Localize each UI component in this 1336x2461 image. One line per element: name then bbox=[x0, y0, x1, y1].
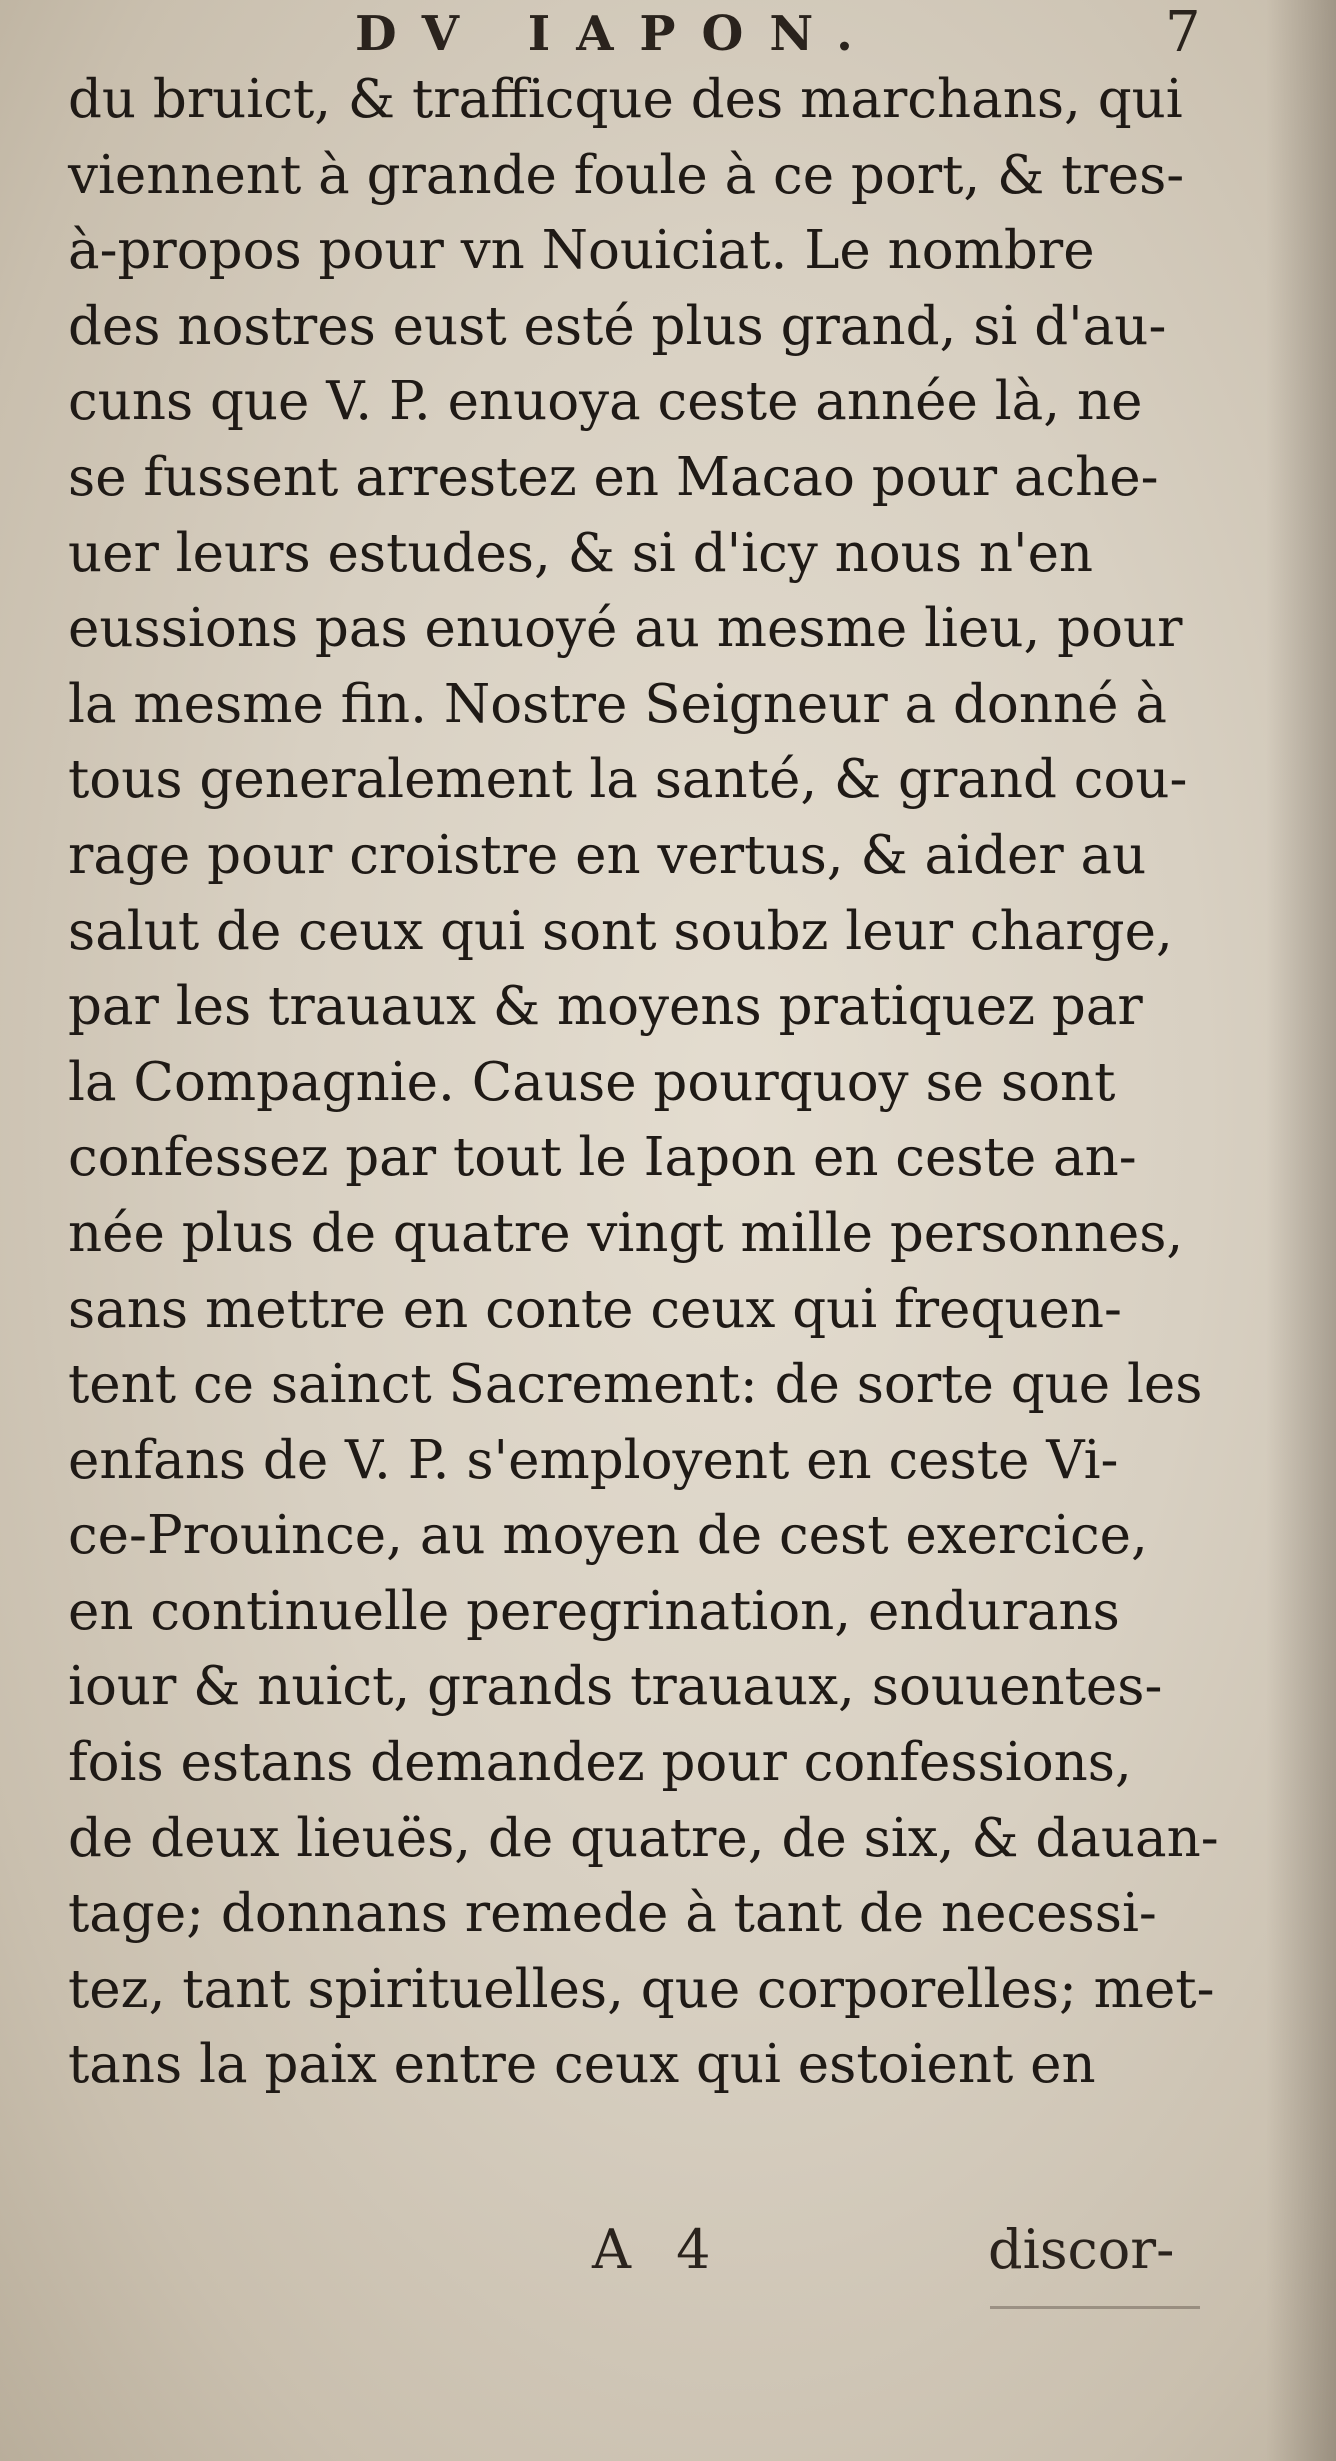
text-line: tage; donnans remede à tant de necessi- bbox=[68, 1883, 1157, 1945]
page-footer bbox=[0, 2218, 1336, 2308]
body-text bbox=[68, 62, 1228, 2103]
page-number: 7 bbox=[1165, 0, 1201, 65]
text-line: uer leurs estudes, & si d'icy nous n'en bbox=[68, 522, 1094, 584]
text-line: enfans de V. P. s'employent en ceste Vi- bbox=[68, 1429, 1119, 1491]
text-line: viennent à grande foule à ce port, & tres- bbox=[68, 144, 1185, 206]
text-line: tent ce sainct Sacrement: de sorte que les bbox=[68, 1354, 1203, 1416]
text-line: par les trauaux & moyens pratiquez par bbox=[68, 976, 1143, 1038]
text-line: rage pour croistre en vertus, & aider au bbox=[68, 824, 1147, 886]
text-line: confessez par tout le Iapon en ceste an- bbox=[68, 1127, 1137, 1189]
text-line: sans mettre en conte ceux qui frequen- bbox=[68, 1278, 1122, 1340]
text-line: iour & nuict, grands trauaux, souuentes- bbox=[68, 1656, 1163, 1718]
text-line: tous generalement la santé, & grand cou- bbox=[68, 749, 1188, 811]
catchword-underline bbox=[990, 2306, 1200, 2309]
page-edge-shadow bbox=[1266, 0, 1336, 2461]
text-line: née plus de quatre vingt mille personnes, bbox=[68, 1202, 1184, 1264]
text-line: ce-Prouince, au moyen de cest exercice, bbox=[68, 1505, 1148, 1567]
running-head: DV IAPON. bbox=[355, 6, 879, 62]
text-line: la Compagnie. Cause pourquoy se sont bbox=[68, 1051, 1116, 1113]
signature-mark: A 4 bbox=[592, 2218, 725, 2281]
page-header bbox=[0, 0, 1336, 70]
text-line: cuns que V. P. enuoya ceste année là, ne bbox=[68, 371, 1143, 433]
text-line: des nostres eust esté plus grand, si d'au- bbox=[68, 295, 1167, 357]
catchword: discor- bbox=[988, 2218, 1175, 2281]
text-line: eussions pas enuoyé au mesme lieu, pour bbox=[68, 598, 1183, 660]
text-line: tans la paix entre ceux qui estoient en bbox=[68, 2034, 1096, 2096]
text-line: du bruict, & trafficque des marchans, qui bbox=[68, 69, 1183, 130]
text-line: de deux lieuës, de quatre, de six, & dauan- bbox=[68, 1807, 1219, 1869]
text-line: la mesme fin. Nostre Seigneur a donné à bbox=[68, 673, 1167, 735]
text-line: en continuelle peregrination, endurans bbox=[68, 1580, 1120, 1642]
text-line: se fussent arrestez en Macao pour ache- bbox=[68, 446, 1159, 508]
text-line: tez, tant spirituelles, que corporelles; met- bbox=[68, 1958, 1215, 2020]
text-line: fois estans demandez pour confessions, bbox=[68, 1732, 1132, 1794]
text-line: salut de ceux qui sont soubz leur charge, bbox=[68, 900, 1173, 962]
text-line: à-propos pour vn Nouiciat. Le nombre bbox=[68, 220, 1095, 282]
